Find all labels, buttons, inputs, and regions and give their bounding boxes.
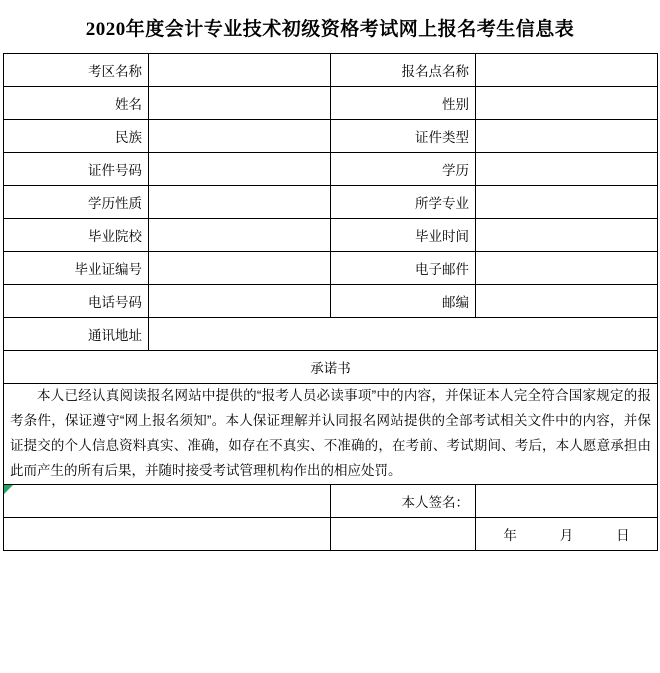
field-label-id-type: 证件类型 [331,120,476,153]
table-row [4,120,658,153]
field-value-name[interactable] [149,87,331,120]
corner-marker-icon [4,485,13,494]
field-value-gender[interactable] [476,87,658,120]
table-row [4,517,658,550]
field-label-gender: 性别 [331,87,476,120]
table-row [4,484,658,517]
signature-input[interactable] [476,484,658,517]
field-label-education-nature: 学历性质 [4,186,149,219]
candidate-information-table [3,53,658,551]
field-value-id-type[interactable] [476,120,658,153]
table-row [4,54,658,87]
field-value-graduation-date[interactable] [476,219,658,252]
table-row [4,153,658,186]
table-row [4,318,658,351]
field-value-phone[interactable] [149,285,331,318]
promise-section-title: 承诺书 [4,351,658,384]
field-value-id-number[interactable] [149,153,331,186]
field-label-registration-site: 报名点名称 [331,54,476,87]
field-label-name: 姓名 [4,87,149,120]
table-row [4,219,658,252]
page-title: 2020年度会计专业技术初级资格考试网上报名考生信息表 [85,19,575,40]
field-value-diploma-number[interactable] [149,252,331,285]
field-label-major: 所学专业 [331,186,476,219]
field-value-mailing-address[interactable] [149,318,658,351]
field-label-email: 电子邮件 [331,252,476,285]
table-row [4,285,658,318]
date-day-label: 日 [616,527,630,543]
signature-label: 本人签名： [331,484,476,517]
table-row [4,186,658,219]
field-label-exam-area: 考区名称 [4,54,149,87]
field-label-id-number: 证件号码 [4,153,149,186]
field-value-email[interactable] [476,252,658,285]
date-spacer-cell [331,517,476,550]
table-row [4,351,658,384]
field-value-education[interactable] [476,153,658,186]
signature-area-blank [4,484,331,517]
field-value-major[interactable] [476,186,658,219]
table-row [4,87,658,120]
date-month-label: 月 [559,527,574,543]
field-label-graduation-date: 毕业时间 [331,219,476,252]
field-value-education-nature[interactable] [149,186,331,219]
field-value-postcode[interactable] [476,285,658,318]
table-row [4,252,658,285]
field-label-postcode: 邮编 [331,285,476,318]
date-fields[interactable] [476,517,658,550]
field-value-ethnicity[interactable] [149,120,331,153]
field-value-school[interactable] [149,219,331,252]
date-area-blank [4,517,331,550]
promise-body-text: 本人已经认真阅读报名网站中提供的“报考人员必读事项”中的内容，并保证本人完全符合国家规定的报考条件，保证遵守“网上报名须知”。本人保证理解并认同报名网站提供的全部考试相关文件中的内容，并保证提交的个人信息资料真实、准确，如存在不真实、不准确的，在考前、考试期间、考后，本人愿意承担由此而产生的所有后果，并随时接受考试管理机构作出的相应处罚。 [10,388,651,478]
field-label-school: 毕业院校 [4,219,149,252]
field-value-exam-area[interactable] [149,54,331,87]
field-label-diploma-number: 毕业证编号 [4,252,149,285]
field-label-mailing-address: 通讯地址 [4,318,149,351]
field-label-education: 学历 [331,153,476,186]
date-year-label: 年 [503,527,517,543]
table-row [4,384,658,485]
promise-body [4,384,658,485]
field-value-registration-site[interactable] [476,54,658,87]
field-label-phone: 电话号码 [4,285,149,318]
field-label-ethnicity: 民族 [4,120,149,153]
